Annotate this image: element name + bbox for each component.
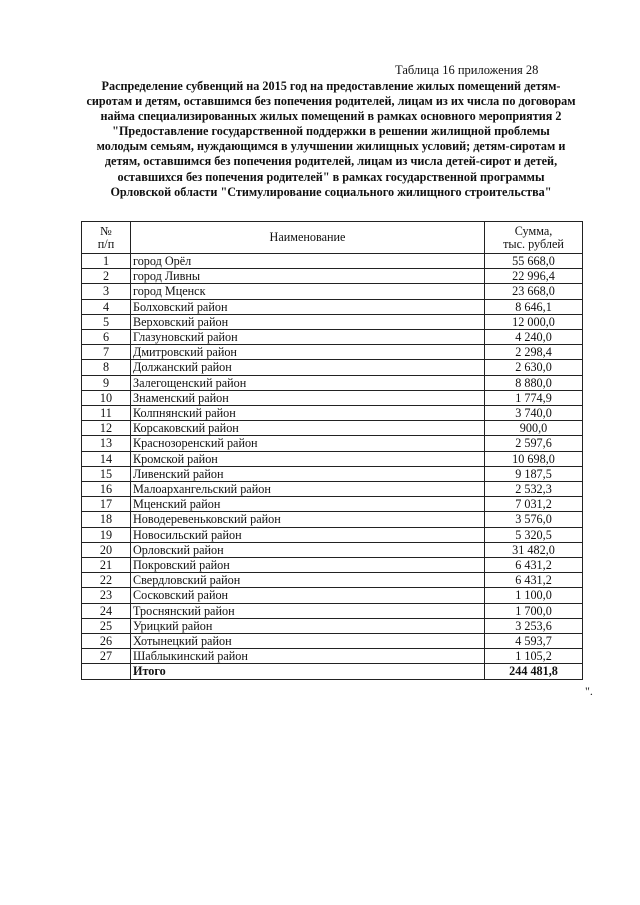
table-row — [82, 284, 583, 299]
row-sum-cell: 4 593,7 — [485, 634, 583, 649]
row-number-cell: 10 — [82, 390, 131, 405]
table-row — [82, 466, 583, 481]
row-number-cell: 26 — [82, 634, 131, 649]
row-sum-cell: 6 431,2 — [485, 573, 583, 588]
table-row — [82, 603, 583, 618]
row-name-cell: город Ливны — [131, 269, 485, 284]
row-number-cell: 21 — [82, 558, 131, 573]
header-number-symbol: № — [100, 223, 112, 238]
row-sum-cell: 3 576,0 — [485, 512, 583, 527]
row-sum-cell: 8 646,1 — [485, 299, 583, 314]
row-name-cell: Новодеревеньковский район — [131, 512, 485, 527]
table-row — [82, 375, 583, 390]
header-sum-unit: тыс. рублей — [503, 236, 564, 251]
table-row — [82, 634, 583, 649]
header-number — [82, 222, 131, 254]
row-sum-cell: 10 698,0 — [485, 451, 583, 466]
row-sum-cell: 3 253,6 — [485, 618, 583, 633]
table-row — [82, 527, 583, 542]
row-name-cell: Краснозоренский район — [131, 436, 485, 451]
table-row — [82, 588, 583, 603]
table-row — [82, 314, 583, 329]
row-sum-cell: 1 700,0 — [485, 603, 583, 618]
row-number-cell: 24 — [82, 603, 131, 618]
row-name-cell: Залегощенский район — [131, 375, 485, 390]
row-sum-cell: 3 740,0 — [485, 406, 583, 421]
row-name-cell: Урицкий район — [131, 618, 485, 633]
total-number-cell — [82, 664, 131, 679]
table-row — [82, 406, 583, 421]
table-total-row — [82, 664, 583, 679]
row-number-cell: 11 — [82, 406, 131, 421]
row-name-cell: Ливенский район — [131, 466, 485, 481]
row-name-cell: Сосковский район — [131, 588, 485, 603]
row-name-cell: Знаменский район — [131, 390, 485, 405]
table-row — [82, 421, 583, 436]
header-number-abbrev: п/п — [97, 236, 115, 251]
table-row — [82, 330, 583, 345]
row-sum-cell: 2 298,4 — [485, 345, 583, 360]
row-name-cell: Кромской район — [131, 451, 485, 466]
row-name-cell: Мценский район — [131, 497, 485, 512]
row-number-cell: 5 — [82, 314, 131, 329]
row-sum-cell: 5 320,5 — [485, 527, 583, 542]
row-number-cell: 7 — [82, 345, 131, 360]
row-number-cell: 23 — [82, 588, 131, 603]
row-name-cell: Глазуновский район — [131, 330, 485, 345]
row-number-cell: 17 — [82, 497, 131, 512]
table-row — [82, 451, 583, 466]
row-name-cell: Хотынецкий район — [131, 634, 485, 649]
subsidy-table-container — [81, 221, 582, 680]
row-number-cell: 14 — [82, 451, 131, 466]
table-row — [82, 436, 583, 451]
table-row — [82, 360, 583, 375]
row-sum-cell: 6 431,2 — [485, 558, 583, 573]
header-name: Наименование — [131, 222, 485, 254]
row-number-cell: 8 — [82, 360, 131, 375]
total-sum-cell: 244 481,8 — [485, 664, 583, 679]
row-number-cell: 22 — [82, 573, 131, 588]
header-sum-label: Сумма, — [514, 223, 553, 238]
row-name-cell: Покровский район — [131, 558, 485, 573]
row-name-cell: Корсаковский район — [131, 421, 485, 436]
row-number-cell: 4 — [82, 299, 131, 314]
row-name-cell: Колпнянский район — [131, 406, 485, 421]
table-reference-label: Таблица 16 приложения 28 — [395, 63, 539, 77]
table-body — [82, 254, 583, 680]
row-number-cell: 16 — [82, 482, 131, 497]
row-sum-cell: 4 240,0 — [485, 330, 583, 345]
row-number-cell: 12 — [82, 421, 131, 436]
table-row — [82, 573, 583, 588]
row-sum-cell: 2 630,0 — [485, 360, 583, 375]
table-row — [82, 269, 583, 284]
row-sum-cell: 1 774,9 — [485, 390, 583, 405]
row-number-cell: 20 — [82, 542, 131, 557]
row-name-cell: Шаблыкинский район — [131, 649, 485, 664]
row-sum-cell: 7 031,2 — [485, 497, 583, 512]
table-row — [82, 542, 583, 557]
row-sum-cell: 900,0 — [485, 421, 583, 436]
table-row — [82, 254, 583, 269]
row-number-cell: 13 — [82, 436, 131, 451]
row-number-cell: 25 — [82, 618, 131, 633]
row-sum-cell: 12 000,0 — [485, 314, 583, 329]
row-number-cell: 2 — [82, 269, 131, 284]
table-row — [82, 649, 583, 664]
total-label-cell: Итого — [131, 664, 485, 679]
row-sum-cell: 23 668,0 — [485, 284, 583, 299]
table-row — [82, 482, 583, 497]
table-header-row — [82, 222, 583, 254]
row-sum-cell: 22 996,4 — [485, 269, 583, 284]
row-sum-cell: 55 668,0 — [485, 254, 583, 269]
table-row — [82, 618, 583, 633]
row-name-cell: город Мценск — [131, 284, 485, 299]
subsidy-distribution-table — [81, 221, 583, 680]
row-name-cell: Должанский район — [131, 360, 485, 375]
row-number-cell: 6 — [82, 330, 131, 345]
row-name-cell: Новосильский район — [131, 527, 485, 542]
row-number-cell: 3 — [82, 284, 131, 299]
row-number-cell: 18 — [82, 512, 131, 527]
row-sum-cell: 1 100,0 — [485, 588, 583, 603]
table-row — [82, 299, 583, 314]
row-sum-cell: 31 482,0 — [485, 542, 583, 557]
row-number-cell: 19 — [82, 527, 131, 542]
table-row — [82, 390, 583, 405]
row-sum-cell: 2 532,3 — [485, 482, 583, 497]
row-sum-cell: 2 597,6 — [485, 436, 583, 451]
row-number-cell: 27 — [82, 649, 131, 664]
closing-quote-mark: ". — [585, 684, 593, 698]
table-row — [82, 558, 583, 573]
table-row — [82, 512, 583, 527]
row-name-cell: Верховский район — [131, 314, 485, 329]
row-name-cell: Малоархангельский район — [131, 482, 485, 497]
row-sum-cell: 1 105,2 — [485, 649, 583, 664]
row-number-cell: 9 — [82, 375, 131, 390]
row-name-cell: Троснянский район — [131, 603, 485, 618]
row-name-cell: Дмитровский район — [131, 345, 485, 360]
row-number-cell: 1 — [82, 254, 131, 269]
row-name-cell: Орловский район — [131, 542, 485, 557]
row-name-cell: Болховский район — [131, 299, 485, 314]
row-sum-cell: 9 187,5 — [485, 466, 583, 481]
row-name-cell: город Орёл — [131, 254, 485, 269]
row-name-cell: Свердловский район — [131, 573, 485, 588]
row-number-cell: 15 — [82, 466, 131, 481]
row-sum-cell: 8 880,0 — [485, 375, 583, 390]
header-sum — [485, 222, 583, 254]
table-row — [82, 497, 583, 512]
document-title: Распределение субвенций на 2015 год на предоставление жилых помещений детям-сиротам и детям, оставшимся без попечения родителей, лицам из их числа по договорам найма специализированных жилых помещений в рамках основного мероприятия 2 "Предоставление государственной поддержки в решении жилищной проблемы молодым семьям, нуждающимся в улучшении жилищных условий; детям-сиротам и детям, оставшимся без попечения родителей, лицам из числа детей-сирот и детей, оставшихся без попечения родителей" в рамках государственной программы Орловской области "Стимулирование социального жилищного строительства" — [86, 79, 576, 199]
table-row — [82, 345, 583, 360]
